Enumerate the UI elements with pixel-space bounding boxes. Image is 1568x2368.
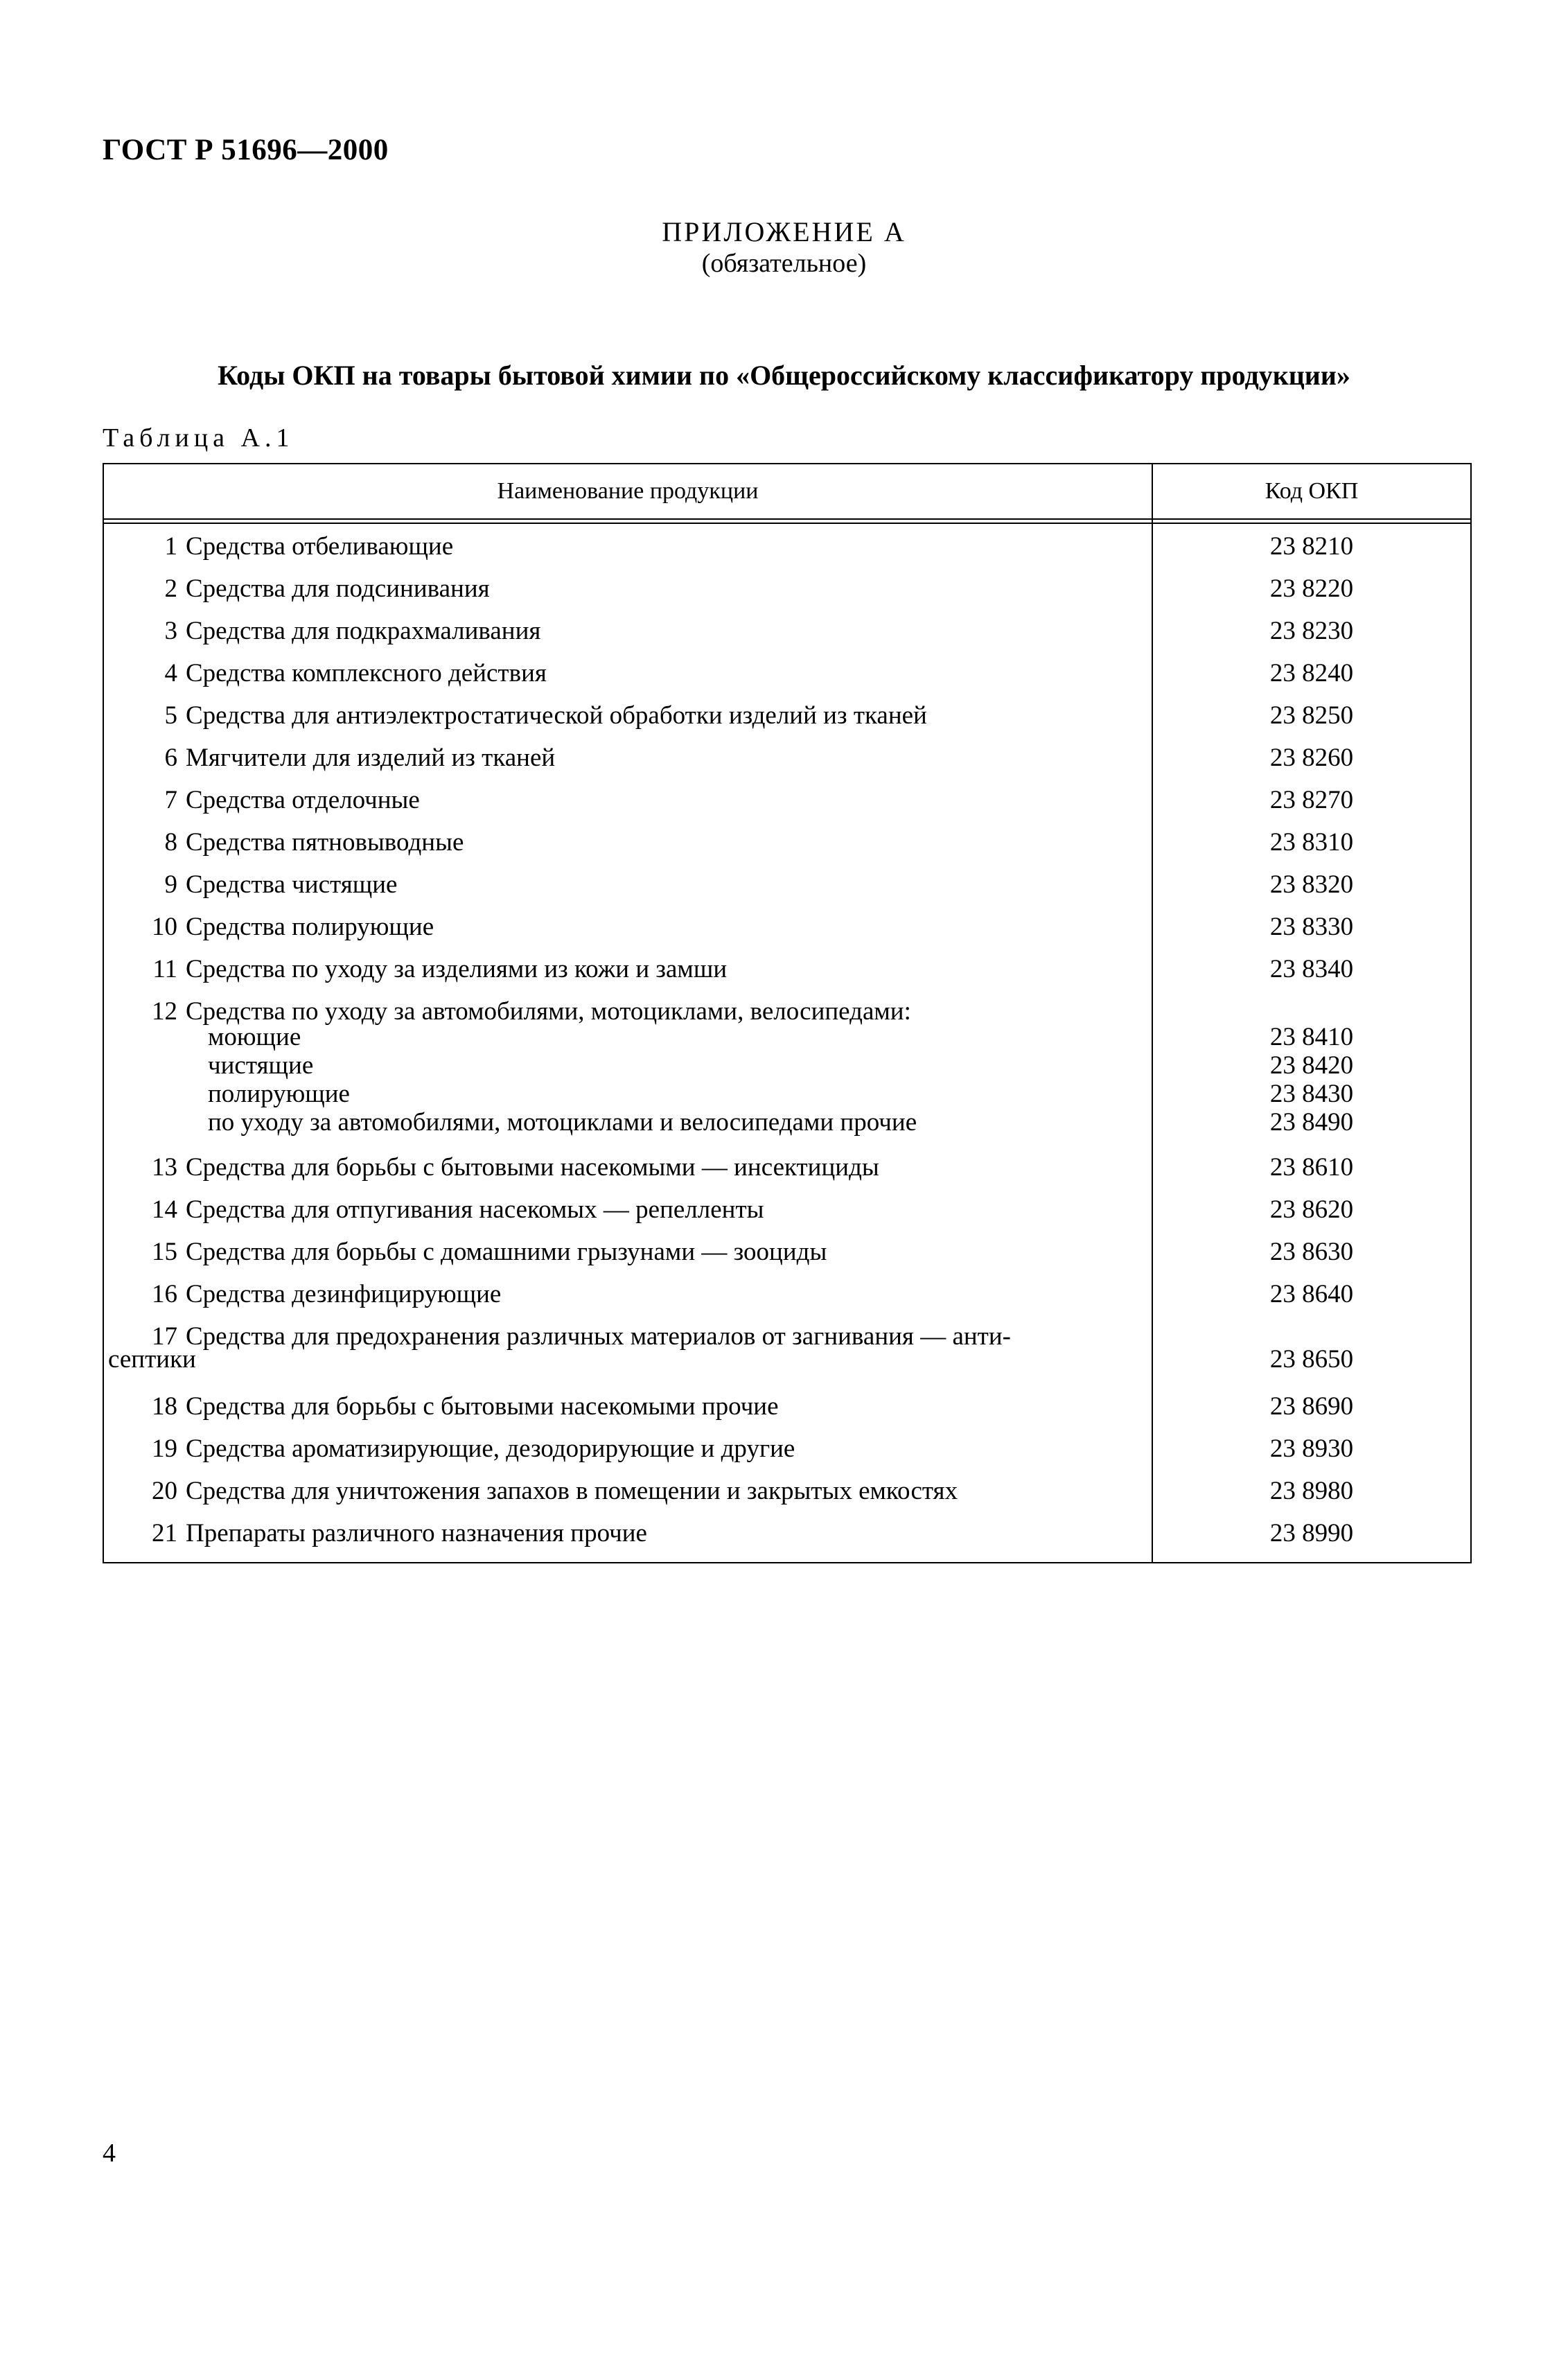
- okp-code: 23 8270: [1269, 786, 1354, 814]
- okp-code: 23 8630: [1269, 1238, 1354, 1266]
- standard-header: ГОСТ Р 51696—2000: [103, 134, 389, 166]
- okp-code: 23 8640: [1269, 1280, 1354, 1308]
- product-name-line: [104, 870, 1143, 899]
- product-name: Средства отбеливающие: [186, 532, 454, 561]
- okp-code: 23 8320: [1269, 870, 1354, 899]
- product-name: Средства для подсинивания: [186, 575, 490, 603]
- okp-code-cell: [1153, 1280, 1470, 1308]
- okp-code: 23 8210: [1269, 532, 1354, 561]
- product-name: Средства чистящие: [186, 870, 398, 899]
- okp-code-cell: [1153, 744, 1470, 772]
- row-number: 6: [164, 744, 177, 772]
- okp-code: 23 8330: [1269, 913, 1354, 941]
- product-name-line: [104, 1519, 1143, 1547]
- product-name: Средства ароматизирующие, дезодорирующие и другие: [186, 1435, 795, 1463]
- row-number: 11: [152, 955, 177, 983]
- product-name-line: [104, 1153, 1143, 1182]
- product-name-line: [104, 575, 1143, 603]
- product-subitem: полирующие: [208, 1080, 350, 1108]
- okp-code: [1153, 997, 1470, 1026]
- product-name: Средства для борьбы с домашними грызунами — зооциды: [186, 1238, 827, 1266]
- product-name-cell: [104, 1477, 1143, 1505]
- okp-code: 23 8410: [1269, 1023, 1354, 1051]
- okp-code: 23 8220: [1269, 575, 1354, 603]
- product-name-cell: [104, 744, 1143, 772]
- okp-code-cell: [1153, 913, 1470, 941]
- header-product-name: Наименование продукции: [497, 478, 759, 504]
- product-name: Средства для отпугивания насекомых — репелленты: [186, 1195, 764, 1224]
- okp-code: 23 8240: [1269, 659, 1354, 687]
- product-name-cell: [104, 870, 1143, 899]
- product-name-cell: [104, 1280, 1143, 1308]
- product-name: Средства по уходу за изделиями из кожи и замши: [186, 955, 728, 983]
- row-number: 21: [152, 1519, 177, 1547]
- okp-code-cell: [1153, 828, 1470, 857]
- header-okp-code: Код ОКП: [1265, 478, 1359, 504]
- product-name-cell: [104, 1435, 1143, 1463]
- product-name-line: [104, 1322, 1143, 1351]
- product-name: Средства дезинфицирующие: [186, 1280, 502, 1308]
- product-name-line: [104, 786, 1143, 814]
- okp-code-cell: [1153, 870, 1470, 899]
- okp-code-cell: [1153, 701, 1470, 730]
- row-number: 2: [164, 575, 177, 603]
- okp-code-cell: [1153, 1477, 1470, 1505]
- row-number: 20: [152, 1477, 177, 1505]
- okp-code: 23 8310: [1269, 828, 1354, 857]
- product-name-line: [104, 659, 1143, 687]
- product-name-cell: [104, 913, 1143, 941]
- okp-code-cell: [1153, 532, 1470, 561]
- okp-code: 23 8990: [1269, 1519, 1354, 1547]
- product-name: Средства для борьбы с бытовыми насекомыми прочие: [186, 1392, 779, 1421]
- row-number: 1: [164, 532, 177, 561]
- okp-code-cell: [1153, 575, 1470, 603]
- row-number: 15: [152, 1238, 177, 1266]
- product-name-line: [104, 532, 1143, 561]
- product-name: Средства полирующие: [186, 913, 434, 941]
- product-name-line: [104, 701, 1143, 730]
- header-rule-double: [104, 523, 1470, 524]
- okp-code-cell: [1153, 1153, 1470, 1182]
- okp-code: 23 8340: [1269, 955, 1354, 983]
- okp-code: 23 8690: [1269, 1392, 1354, 1421]
- row-number: 10: [152, 913, 177, 941]
- table-label: Таблица А.1: [103, 423, 294, 453]
- document-title: Коды ОКП на товары бытовой химии по «Общероссийскому классификатору продукции»: [218, 360, 1350, 391]
- okp-code-cell: [1153, 1392, 1470, 1421]
- page-number: 4: [103, 2139, 116, 2168]
- okp-code: 23 8650: [1269, 1345, 1354, 1374]
- okp-code: 23 8420: [1269, 1051, 1354, 1080]
- product-name-line: [104, 617, 1143, 645]
- okp-code: 23 8930: [1269, 1435, 1354, 1463]
- okp-code-cell: [1153, 1195, 1470, 1224]
- row-number: 9: [164, 870, 177, 899]
- product-name-line: [104, 1238, 1143, 1266]
- okp-code: 23 8230: [1269, 617, 1354, 645]
- product-name: Средства для уничтожения запахов в помещении и закрытых емкостях: [186, 1477, 958, 1505]
- row-number: 5: [164, 701, 177, 730]
- product-name-line: [104, 828, 1143, 857]
- header-rule: [104, 518, 1470, 520]
- product-subitem: моющие: [208, 1023, 301, 1051]
- okp-code-cell: [1153, 997, 1470, 1139]
- product-name-cell: [104, 1392, 1143, 1421]
- okp-code: 23 8490: [1269, 1108, 1354, 1137]
- row-number: 8: [164, 828, 177, 857]
- product-name: Препараты различного назначения прочие: [186, 1519, 647, 1547]
- okp-code-cell: [1153, 659, 1470, 687]
- product-name: Средства для антиэлектростатической обработки изделий из тканей: [186, 701, 927, 730]
- product-name-cell: [104, 1322, 1143, 1374]
- product-name-line: [104, 1392, 1143, 1421]
- row-number: 12: [152, 997, 177, 1026]
- row-number: 14: [152, 1195, 177, 1224]
- product-name-line: [104, 997, 1143, 1026]
- product-name: Средства для подкрахмаливания: [186, 617, 541, 645]
- product-name-cell: [104, 1153, 1143, 1182]
- product-name-line: [104, 1195, 1143, 1224]
- product-name: Средства комплексного действия: [186, 659, 547, 687]
- row-number: 7: [164, 786, 177, 814]
- product-name-line: [104, 1280, 1143, 1308]
- product-name-cell: [104, 786, 1143, 814]
- product-name-cell: [104, 532, 1143, 561]
- okp-code-cell: [1153, 617, 1470, 645]
- product-name-cell: [104, 1238, 1143, 1266]
- product-name: Средства отделочные: [186, 786, 420, 814]
- okp-code: 23 8430: [1269, 1080, 1354, 1108]
- product-name-continuation: септики: [108, 1345, 196, 1374]
- product-subitem: чистящие: [208, 1051, 314, 1080]
- row-number: 17: [152, 1322, 177, 1351]
- product-name-line: [104, 1477, 1143, 1505]
- row-number: 19: [152, 1435, 177, 1463]
- row-number: 13: [152, 1153, 177, 1182]
- okp-code: 23 8620: [1269, 1195, 1354, 1224]
- product-name-cell: [104, 701, 1143, 730]
- product-name: Средства пятновыводные: [186, 828, 464, 857]
- product-name-cell: [104, 1195, 1143, 1224]
- okp-code: 23 8980: [1269, 1477, 1354, 1505]
- row-number: 16: [152, 1280, 177, 1308]
- okp-code-cell: [1153, 1519, 1470, 1547]
- row-number: 3: [164, 617, 177, 645]
- product-name-cell: [104, 1519, 1143, 1547]
- row-number: 4: [164, 659, 177, 687]
- product-name-cell: [104, 997, 1143, 1139]
- product-name-line: [104, 1435, 1143, 1463]
- product-subitem: по уходу за автомобилями, мотоциклами и велосипедами прочие: [208, 1108, 917, 1137]
- annex-title: ПРИЛОЖЕНИЕ А: [662, 216, 906, 247]
- okp-codes-table: [103, 463, 1472, 1563]
- product-name-cell: [104, 659, 1143, 687]
- okp-code-cell: [1153, 1435, 1470, 1463]
- okp-code-cell: [1153, 955, 1470, 983]
- product-name-cell: [104, 955, 1143, 983]
- product-name-line: [104, 955, 1143, 983]
- product-name: Средства для борьбы с бытовыми насекомыми — инсектициды: [186, 1153, 879, 1182]
- product-name: Мягчители для изделий из тканей: [186, 744, 556, 772]
- okp-code: 23 8260: [1269, 744, 1354, 772]
- row-number: 18: [152, 1392, 177, 1421]
- okp-code-cell: [1153, 1322, 1470, 1374]
- product-name-line: [104, 913, 1143, 941]
- annex-note: (обязательное): [701, 249, 867, 278]
- product-name-cell: [104, 617, 1143, 645]
- product-name: Средства для предохранения различных материалов от загнивания — анти-: [186, 1322, 1011, 1351]
- okp-code-cell: [1153, 1238, 1470, 1266]
- okp-code: 23 8610: [1269, 1153, 1354, 1182]
- product-name-cell: [104, 575, 1143, 603]
- okp-code-cell: [1153, 786, 1470, 814]
- product-name: Средства по уходу за автомобилями, мотоциклами, велосипедами:: [186, 997, 911, 1026]
- product-name-line: [104, 744, 1143, 772]
- okp-code: 23 8250: [1269, 701, 1354, 730]
- product-name-cell: [104, 828, 1143, 857]
